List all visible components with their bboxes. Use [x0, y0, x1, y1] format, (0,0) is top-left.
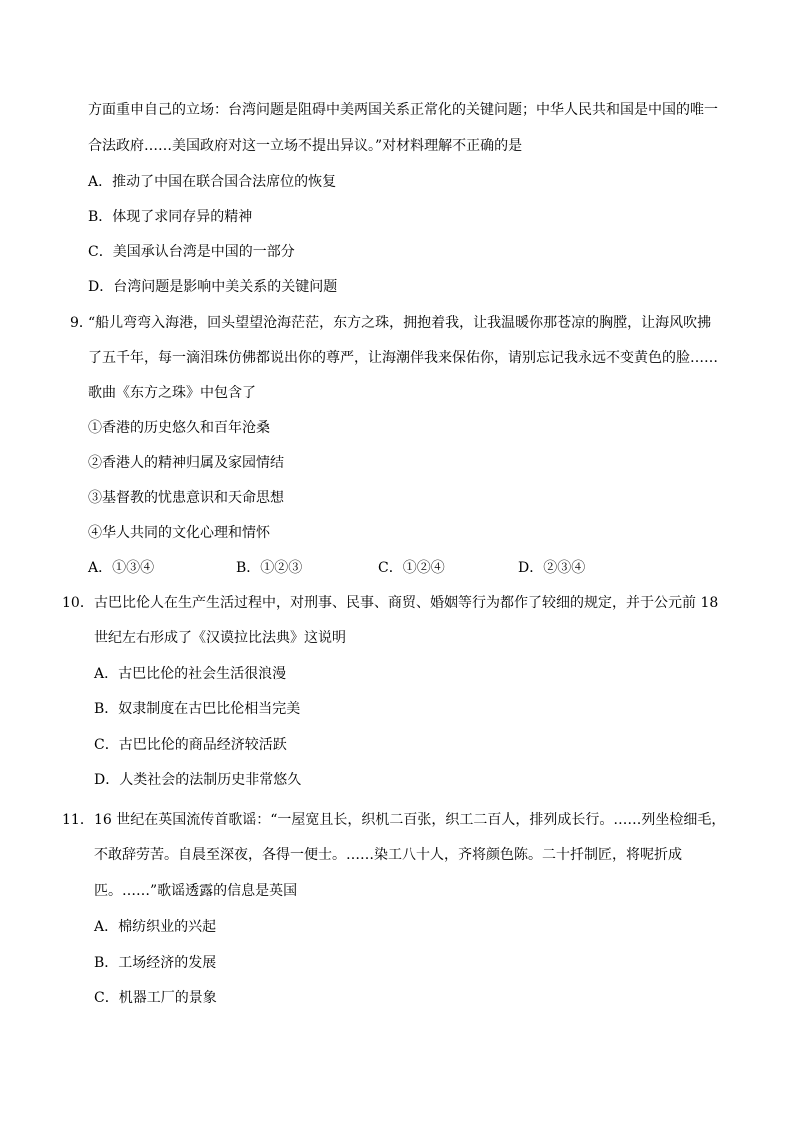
- q9-item-2: ②香港人的精神归属及家园情结: [88, 455, 284, 471]
- q9-options-row: [88, 558, 688, 578]
- q8-option-d: D．台湾问题是影响中美关系的关键问题: [88, 279, 338, 295]
- q10-stem-line-1: 古巴比伦人在生产生活过程中，对刑事、民事、商贸、婚姻等行为都作了较细的规定，并于公元前 18: [94, 595, 719, 611]
- q9-stem-line-2: 了五千年，每一滴泪珠仿佛都说出你的尊严，让海潮伴我来保佑你，请别忘记我永远不变黄色的脸……: [88, 350, 718, 366]
- q10-option-c: C．古巴比伦的商品经济较活跃: [94, 737, 287, 753]
- q11-number: 11．: [62, 812, 94, 828]
- q10-stem-line-2: 世纪左右形成了《汉谟拉比法典》这说明: [94, 630, 346, 646]
- q11-option-c: C．机器工厂的景象: [94, 990, 217, 1006]
- q10-option-d: D．人类社会的法制历史非常悠久: [94, 772, 302, 788]
- q11-option-a: A．棉纺织业的兴起: [94, 919, 217, 935]
- q10-option-b: B．奴隶制度在古巴比伦相当完美: [94, 701, 301, 717]
- q9-stem-line-1: “船儿弯弯入海港，回头望望沧海茫茫，东方之珠，拥抱着我，让我温暖你那苍凉的胸膛，让海风吹拂: [88, 315, 712, 331]
- q9-option-d: D．②③④: [518, 560, 586, 576]
- q8-stem-line-1: 方面重申自己的立场：台湾问题是阻碍中美两国关系正常化的关键问题；中华人民共和国是中国的唯一: [88, 102, 718, 118]
- q8-stem-line-2: 合法政府……美国政府对这一立场不提出异议。”对材料理解不正确的是: [88, 138, 523, 154]
- q11-option-b: B．工场经济的发展: [94, 955, 217, 971]
- q9-option-b: B．①②③: [236, 560, 303, 576]
- q9-item-4: ④华人共同的文化心理和情怀: [88, 525, 270, 541]
- q11-stem-line-2: 不敢辞劳苦。自晨至深夜，各得一便士。……染工八十人，齐将颜色陈。二十扦制匠，将呢折成: [94, 847, 682, 863]
- q9-stem-line-3: 歌曲《东方之珠》中包含了: [88, 385, 256, 401]
- q10-number: 10．: [62, 595, 94, 611]
- q9-item-3: ③基督教的忧患意识和天命思想: [88, 490, 284, 506]
- q9-item-1: ①香港的历史悠久和百年沧桑: [88, 420, 270, 436]
- q11-stem-line-1: 16 世纪在英国流传首歌谣：“一屋宽且长，织机二百张，织工二百人，排列成长行。……列坐检细毛，: [94, 812, 726, 828]
- q9-number: 9．: [70, 315, 93, 331]
- q8-option-a: A．推动了中国在联合国合法席位的恢复: [88, 174, 337, 190]
- q8-option-b: B．体现了求同存异的精神: [88, 209, 253, 225]
- q8-option-c: C．美国承认台湾是中国的一部分: [88, 244, 295, 260]
- q10-option-a: A．古巴比伦的社会生活很浪漫: [94, 666, 287, 682]
- q9-option-a: A．①③④: [88, 560, 155, 576]
- q11-stem-line-3: 匹。……”歌谣透露的信息是英国: [94, 883, 298, 899]
- q9-option-c: C．①②④: [378, 560, 445, 576]
